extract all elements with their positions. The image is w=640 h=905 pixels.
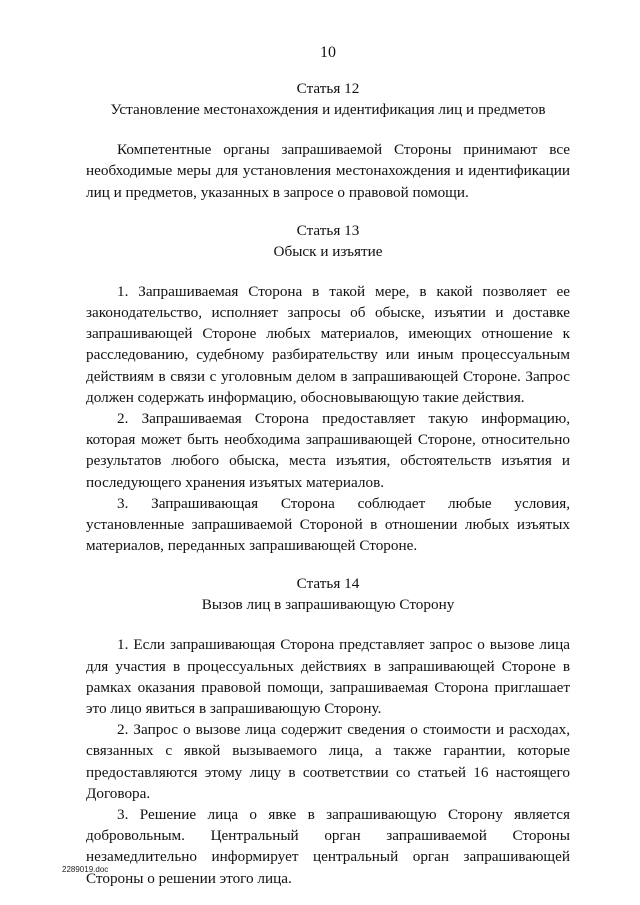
- article-heading: [86, 573, 570, 615]
- article-title: Вызов лиц в запрашивающую Сторону: [201, 596, 455, 614]
- article-number: Статья 14: [296, 575, 360, 593]
- article-13: [86, 220, 570, 557]
- article-heading: [86, 78, 570, 120]
- article-12: [86, 78, 570, 203]
- paragraph: 2. Запрос о вызове лица содержит сведения о стоимости и расходах, связанных с явкой вызываемого лица, а также гарантии, которые предоставляются этому лицу в соответствии со статьей 16 настоящего Договора.: [86, 721, 570, 802]
- paragraph: 1. Запрашиваемая Сторона в такой мере, в какой позволяет ее законодательство, исполняет запросы об обыске, изъятии и доставке запрашивающей Стороне любых материалов, имеющих отношение к расследованию, судебному разбирательству или иным процессуальным действиям в связи с уголовным делом в запрашивающей Стороне. Запрос должен содержать информацию, обосновывающую такие действия.: [86, 282, 570, 406]
- article-14: [86, 573, 570, 888]
- article-heading: [86, 220, 570, 262]
- article-title: Установление местонахождения и идентификация лиц и предметов: [110, 101, 546, 119]
- paragraph: 2. Запрашиваемая Сторона предоставляет такую информацию, которая может быть необходима запрашивающей Стороне, относительно результатов любого обыска, места изъятия, обстоятельств изъятия и последующего хранения изъятых материалов.: [86, 410, 570, 491]
- paragraph: 3. Решение лица о явке в запрашивающую Сторону является добровольным. Центральный орган запрашиваемой Стороны незамедлительно информирует центральный орган запрашивающей Стороны о решении этого лица.: [86, 806, 570, 887]
- paragraph: 1. Если запрашивающая Сторона представляет запрос о вызове лица для участия в процессуальных действиях в запрашивающей Стороне в рамках оказания правовой помощи, запрашиваемая Сторона приглашает это лицо явиться в запрашивающую Сторону.: [86, 636, 570, 718]
- footer-filename: 2289019.doc: [62, 865, 109, 874]
- article-number: Статья 13: [296, 221, 360, 239]
- paragraph: Компетентные органы запрашиваемой Стороны принимают все необходимые меры для установления местонахождения и идентификации лиц и предметов, указанных в запросе о правовой помощи.: [86, 141, 570, 201]
- page-number: 10: [320, 44, 336, 61]
- paragraph: 3. Запрашивающая Сторона соблюдает любые условия, установленные запрашиваемой Стороной в отношении любых изъятых материалов, переданных запрашивающей Стороне.: [86, 494, 570, 555]
- article-number: Статья 12: [296, 80, 360, 98]
- article-title: Обыск и изъятие: [273, 242, 383, 260]
